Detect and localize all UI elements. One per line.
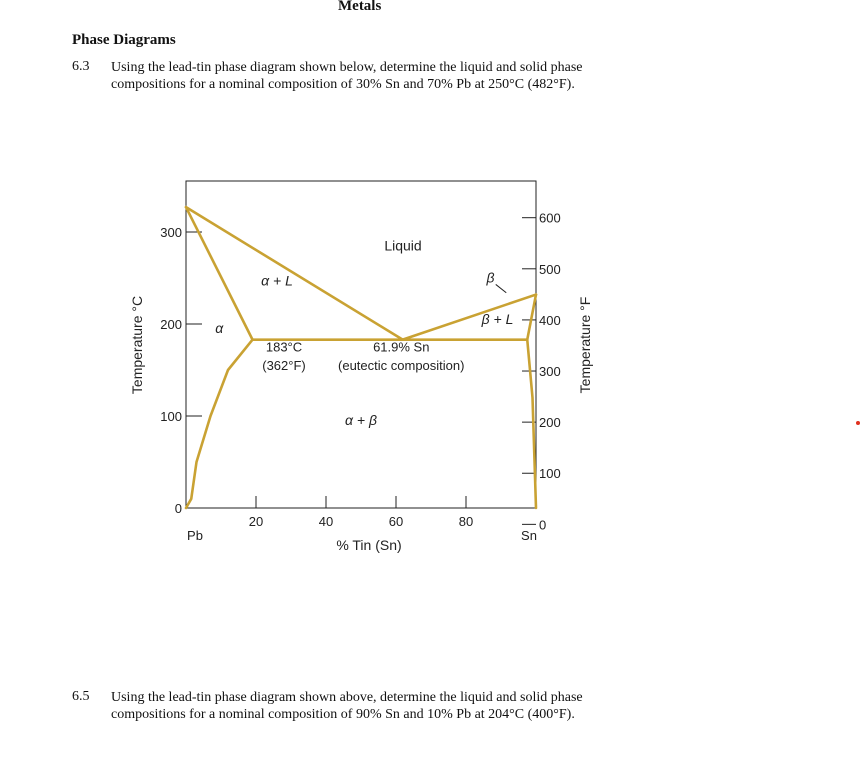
y-tick-label-celsius: 0 — [174, 501, 182, 516]
question-number: 6.3 — [72, 59, 90, 74]
x-tick-label: 80 — [458, 514, 474, 529]
y-tick-label-fahrenheit: 500 — [539, 261, 561, 277]
annotation-label: 61.9% Sn — [373, 339, 430, 355]
y-axis-label-left: Temperature °C — [129, 295, 145, 395]
plot-frame — [186, 181, 536, 508]
page-header: Metals — [338, 0, 382, 14]
y-axis-label-right: Temperature °F — [577, 296, 593, 394]
annotation-label: (eutectic composition) — [338, 358, 465, 373]
y-tick-label-celsius: 200 — [160, 317, 182, 332]
x-tick-label: 60 — [388, 514, 404, 529]
y-tick-label-celsius: 100 — [160, 409, 182, 424]
y-tick-label-fahrenheit: 200 — [539, 415, 561, 431]
y-tick-label-celsius: 300 — [160, 225, 182, 240]
region-label: Liquid — [384, 237, 422, 254]
x-end-label-pb: Pb — [187, 528, 203, 543]
region-label: α + β — [345, 412, 377, 429]
y-tick-label-fahrenheit: 0 — [539, 517, 547, 533]
region-label: β — [486, 269, 495, 286]
question-number: 6.5 — [72, 689, 90, 704]
region-label: α + L — [261, 272, 293, 289]
y-tick-label-fahrenheit: 100 — [539, 466, 561, 482]
y-tick-label-fahrenheit: 600 — [539, 210, 561, 226]
x-axis-label: % Tin (Sn) — [336, 537, 402, 553]
phase-boundary-solvus-alpha — [186, 340, 253, 508]
question-text: Using the lead-tin phase diagram shown above, determine the liquid and solid phase compositions for a nominal composition of 90% Sn and 10% Pb at 204°C (400°F). — [111, 690, 583, 722]
x-tick-label: 40 — [318, 514, 334, 529]
question-text: Using the lead-tin phase diagram shown below, determine the liquid and solid phase compositions for a nominal composition of 30% Sn and 70% Pb at 250°C (482°F). — [111, 60, 583, 92]
phase-boundary-solidus-beta — [527, 295, 536, 340]
section-title: Phase Diagrams — [72, 32, 176, 48]
red-marker-dot — [856, 421, 860, 425]
annotation-label: 183°C — [265, 339, 303, 355]
annotation-label: (362°F) — [262, 358, 306, 373]
y-tick-label-fahrenheit: 300 — [539, 364, 561, 380]
x-end-label-sn: Sn — [521, 528, 537, 543]
phase-boundary-liquidus-right — [403, 295, 536, 340]
region-label: α — [215, 320, 224, 337]
region-label: β + L — [481, 311, 514, 327]
x-tick-label: 20 — [248, 514, 264, 529]
phase-boundary-solvus-beta — [527, 340, 536, 508]
y-tick-label-fahrenheit: 400 — [539, 312, 561, 328]
beta-pointer-line — [496, 284, 507, 292]
